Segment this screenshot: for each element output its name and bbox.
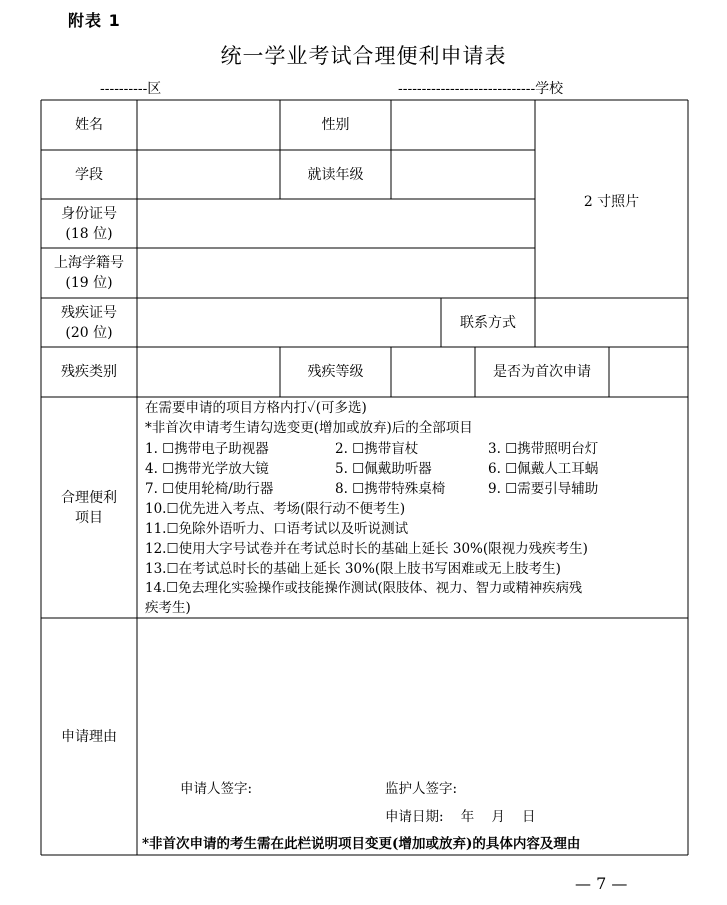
disability-cert-label-line2: (20 位) [65,324,113,341]
option-item-continuation: 疾考生) [145,600,191,616]
footer-note: *非首次申请的考生需在此栏说明项目变更(增加或放弃)的具体内容及理由 [142,836,581,852]
accommodation-note: *非首次申请考生请勾选变更(增加或放弃)后的全部项目 [145,420,473,436]
application-date: 申请日期: 年 月 日 [385,809,536,825]
option-item[interactable]: 10.☐优先进入考点、考场(限行动不便考生) [145,501,406,517]
photo-placeholder: 2 寸照片 [583,194,640,210]
option-item[interactable]: 3. ☐携带照明台灯 [488,441,599,457]
accommodation-label-line1: 合理便利 [61,489,117,506]
accommodation-label-line2: 项目 [75,509,103,526]
district-line: ----------区 [100,81,162,97]
option-item[interactable]: 1. ☐携带电子助视器 [145,441,269,457]
option-item[interactable]: 11.☐免除外语听力、口语考试以及听说测试 [145,521,409,537]
option-item[interactable]: 2. ☐携带盲杖 [335,441,419,457]
id-card-label-line2: (18 位) [65,225,113,242]
disability-level-label: 残疾等级 [307,364,364,380]
disability-cert-label-line1: 残疾证号 [61,304,117,321]
school-stage-label: 学段 [75,166,103,183]
school-line: -----------------------------学校 [398,81,564,97]
option-item[interactable]: 12.☐使用大字号试卷并在考试总时长的基础上延长 30%(限视力残疾考生) [145,541,588,557]
grade-label: 就读年级 [307,166,364,183]
accommodation-instruction: 在需要申请的项目方格内打✓(可多选) [145,400,367,416]
form-title: 统一学业考试合理便利申请表 [220,44,507,68]
option-item[interactable]: 6. ☐佩戴人工耳蜗 [488,461,599,477]
reason-label: 申请理由 [61,728,117,745]
disability-type-label: 残疾类别 [61,364,117,380]
disability-cert-label [41,298,137,347]
sh-roll-label-line1: 上海学籍号 [54,255,124,271]
option-item[interactable]: 14.☐免去理化实验操作或技能操作测试(限肢体、视力、智力或精神疾病残 [145,581,583,596]
option-item[interactable]: 8. ☐携带特殊桌椅 [335,481,446,497]
applicant-signature: 申请人签字: [180,781,253,797]
sh-roll-label-line2: (19 位) [65,275,113,291]
first-application-label: 是否为首次申请 [493,364,591,380]
sh-roll-label [41,248,137,298]
option-item[interactable]: 9. ☐需要引导辅助 [488,481,599,497]
contact-label: 联系方式 [460,314,516,331]
accommodation-label [41,397,137,618]
option-item[interactable]: 4. ☐携带光学放大镜 [145,461,269,477]
id-card-label-line1: 身份证号 [61,205,117,222]
name-label: 姓名 [75,117,103,133]
gender-label: 性别 [321,117,350,133]
id-card-label [41,199,137,248]
option-item[interactable]: 7. ☐使用轮椅/助行器 [145,481,274,497]
option-item[interactable]: 13.☐在考试总时长的基础上延长 30%(限上肢书写困难或无上肢考生) [145,561,561,577]
guardian-signature: 监护人签字: [385,781,458,797]
page-number: — 7 — [575,874,628,893]
option-item[interactable]: 5. ☐佩戴助听器 [335,461,432,477]
annex-label: 附表 1 [68,11,121,30]
